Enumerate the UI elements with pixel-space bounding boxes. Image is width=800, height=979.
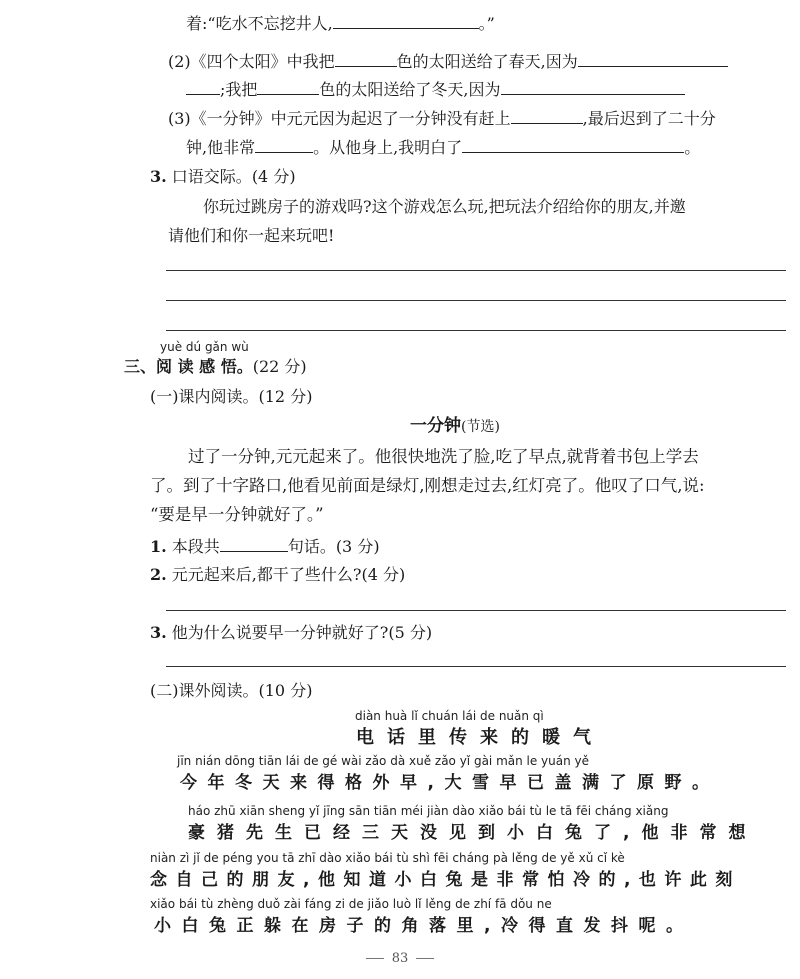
- page-number: 83: [0, 951, 800, 966]
- answer-line[interactable]: [166, 610, 786, 611]
- answer-blank[interactable]: [186, 78, 220, 95]
- story-title-pinyin: diàn huà lǐ chuán lái de nuǎn qì: [355, 709, 544, 723]
- oral-paragraph-line1: 你玩过跳房子的游戏吗?这个游戏怎么玩,把玩法介绍给你的朋友,并邀: [203, 197, 686, 216]
- story-line4: 小白兔正躲在房子的角落里,冷得直发抖呢。: [154, 916, 694, 936]
- story-line3-pinyin: niàn zì jǐ de péng you tā zhī dào xiǎo bái tù shì fēi cháng pà lěng de yě xǔ cǐ kè: [150, 851, 625, 865]
- passage-line2: 了。到了十字路口,他看见前面是绿灯,刚想走过去,红灯亮了。他叹了口气,说:: [150, 476, 705, 495]
- story-line2: 豪猪先生已经三天没见到小白兔了,他非常想: [188, 823, 758, 843]
- answer-blank[interactable]: [255, 136, 313, 153]
- section-title-pinyin: yuè dú gǎn wù: [160, 340, 249, 354]
- answer-line[interactable]: [166, 270, 786, 271]
- oral-paragraph-line2: 请他们和你一起来玩吧!: [168, 226, 335, 245]
- passage-line1: 过了一分钟,元元起来了。他很快地洗了脸,吃了早点,就背着书包上学去: [188, 447, 699, 466]
- answer-blank[interactable]: [257, 78, 319, 95]
- story-line1: 今年冬天来得格外早,大雪早已盖满了原野。: [180, 773, 720, 793]
- q-top-q3-line1: (3)《一分钟》中元元因为起迟了一分钟没有赶上 ,最后迟到了二十分: [168, 109, 716, 128]
- part2-label: (二)课外阅读。(10 分): [150, 681, 313, 700]
- story-line1-pinyin: jīn nián dōng tiān lái de gé wài zǎo dà xuě zǎo yǐ gài mǎn le yuán yě: [177, 754, 590, 768]
- part1-question-3: 3. 他为什么说要早一分钟就好了?(5 分): [150, 623, 433, 642]
- oral-question-heading: 3. 口语交际。(4 分): [150, 167, 296, 186]
- answer-blank[interactable]: [462, 136, 684, 153]
- dash-decoration: [416, 958, 434, 959]
- answer-blank[interactable]: [501, 78, 685, 95]
- answer-blank[interactable]: [220, 535, 288, 552]
- story-line4-pinyin: xiǎo bái tù zhèng duǒ zài fáng zi de jiǎo luò lǐ lěng de zhí fā dǒu ne: [150, 897, 552, 911]
- part1-label: (一)课内阅读。(12 分): [150, 387, 313, 406]
- answer-line[interactable]: [166, 300, 786, 301]
- answer-line[interactable]: [166, 666, 786, 667]
- q-top-line1: 着:“吃水不忘挖井人, 。”: [186, 14, 495, 33]
- section-three-title: 三、阅 读 感 悟。(22 分): [124, 357, 307, 376]
- q-top-q3-line2: 钟,他非常 。从他身上,我明白了 。: [186, 138, 701, 157]
- answer-line[interactable]: [166, 330, 786, 331]
- answer-blank[interactable]: [578, 50, 728, 67]
- answer-blank[interactable]: [333, 12, 479, 29]
- part1-question-2: 2. 元元起来后,都干了些什么?(4 分): [150, 565, 406, 584]
- q-top-q2-line2: ;我把 色的太阳送给了冬天,因为: [186, 78, 685, 101]
- story-line2-pinyin: háo zhū xiān sheng yǐ jīng sān tiān méi jiàn dào xiǎo bái tù le tā fēi cháng xiǎng: [188, 804, 669, 818]
- answer-blank[interactable]: [335, 50, 397, 67]
- passage-line3: “要是早一分钟就好了。”: [150, 505, 324, 524]
- story-title: 电话里传来的暖气: [356, 727, 604, 748]
- answer-blank[interactable]: [511, 107, 583, 124]
- q-top-q2-line1: (2)《四个太阳》中我把 色的太阳送给了春天,因为: [168, 50, 728, 73]
- story-line3: 念自己的朋友,他知道小白兔是非常怕冷的,也许此刻: [150, 870, 741, 890]
- passage-title: 一分钟(节选): [410, 416, 500, 436]
- part1-question-1: 1. 本段共 句话。(3 分): [150, 537, 380, 556]
- dash-decoration: [366, 958, 384, 959]
